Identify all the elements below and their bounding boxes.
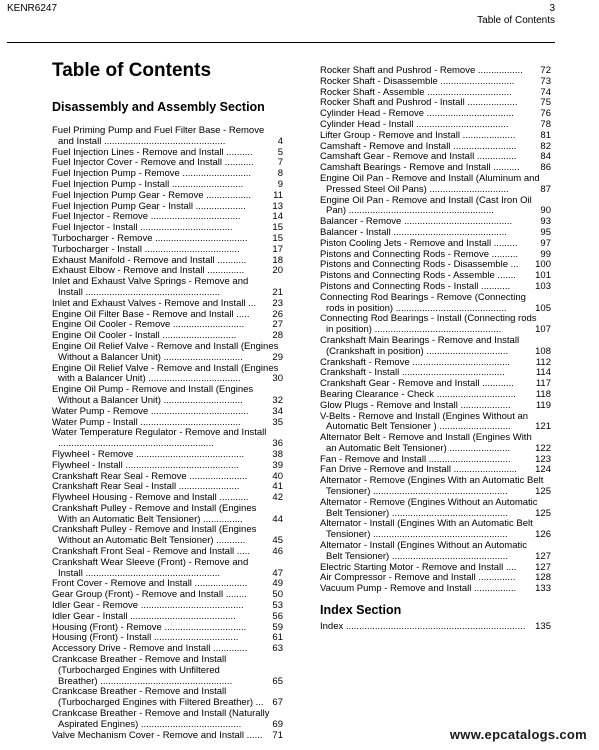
- toc-entry-page: 23: [272, 297, 283, 309]
- toc-entry-title: Pistons and Connecting Rods - Install ...........: [320, 280, 511, 292]
- toc-entry-title: Rocker Shaft and Pushrod - Install ...................: [320, 97, 518, 109]
- toc-entry[interactable]: [320, 131, 551, 142]
- toc-entry-title: Fuel Injector Cover - Remove and Install ...........: [52, 157, 254, 169]
- toc-entry-page: 108: [535, 345, 551, 357]
- toc-entry-continuation: Belt Tensioner) ............................................: [326, 507, 508, 519]
- toc-entry-page: 26: [272, 308, 283, 320]
- toc-entry-page: 87: [540, 183, 551, 195]
- toc-entry-page: 126: [535, 529, 551, 541]
- toc-entry-continuation: Aspirated Engines) ......................................: [58, 718, 242, 730]
- toc-entry-page: 135: [535, 620, 551, 632]
- toc-entry-page: 97: [540, 237, 551, 249]
- toc-entry-continuation: Without a Balancer Unit) ..............................: [58, 351, 243, 363]
- toc-entry-page: 107: [535, 324, 551, 336]
- page-number: 3: [549, 3, 555, 14]
- toc-entry-page: 45: [272, 535, 283, 547]
- toc-entry-page: 17: [272, 243, 283, 255]
- toc-entry-page: 15: [272, 222, 283, 234]
- toc-entry-continuation: Install ...................................................: [58, 286, 221, 298]
- toc-entry-title: Index ....................................................................: [320, 620, 526, 632]
- toc-entry-title: Engine Oil Relief Valve - Remove and Install (Engines: [52, 340, 279, 352]
- toc-entry-title: Piston Cooling Jets - Remove and Install .........: [320, 237, 518, 249]
- toc-entry-page: 65: [272, 675, 283, 687]
- toc-entry-page: 118: [535, 388, 551, 400]
- toc-entry-title: Housing (Front) - Install ................................: [52, 632, 239, 644]
- toc-entry-page: 84: [540, 151, 551, 163]
- toc-entry-title: Housing (Front) - Remove ...............................: [52, 621, 247, 633]
- toc-entry-page: 75: [540, 97, 551, 109]
- toc-entry[interactable]: [320, 293, 551, 315]
- toc-entry[interactable]: [320, 336, 551, 358]
- toc-entry-page: 93: [540, 216, 551, 228]
- toc-entry-page: 34: [272, 405, 283, 417]
- toc-entry[interactable]: [320, 622, 551, 633]
- toc-entry-page: 105: [535, 302, 551, 314]
- toc-entry-page: 99: [540, 248, 551, 260]
- toc-entry-title: Balancer - Remove .........................................: [320, 216, 513, 228]
- toc-entry-page: 127: [535, 561, 551, 573]
- toc-entry-page: 69: [272, 718, 283, 730]
- toc-entry-page: 122: [535, 442, 551, 454]
- running-title: Table of Contents: [477, 15, 555, 26]
- toc-list-index: [320, 622, 551, 633]
- toc-entry-page: 39: [272, 459, 283, 471]
- toc-entry-title: Crankcase Breather - Remove and Install (Naturally: [52, 708, 270, 720]
- toc-entry-continuation: ...........................................................: [58, 438, 214, 450]
- toc-entry-page: 119: [535, 399, 551, 411]
- toc-entry-title: Camshaft Gear - Remove and Install ...............: [320, 151, 517, 163]
- toc-entry-page: 49: [272, 578, 283, 590]
- toc-entry-title: Crankshaft Pulley - Remove and Install (Engines: [52, 502, 257, 514]
- toc-entry-page: 42: [272, 492, 283, 504]
- toc-entry-title: Pistons and Connecting Rods - Remove ..........: [320, 248, 519, 260]
- toc-entry-title: Camshaft Bearings - Remove and Install ..........: [320, 162, 520, 174]
- toc-entry[interactable]: [320, 401, 551, 412]
- toc-entry[interactable]: [52, 407, 283, 418]
- toc-entry-page: 72: [540, 65, 551, 76]
- toc-entry-page: 73: [540, 75, 551, 87]
- toc-entry-page: 124: [535, 464, 551, 476]
- toc-entry[interactable]: [52, 504, 283, 526]
- toc-entry-title: Alternator - Install (Engines With an Automatic Belt: [320, 518, 533, 530]
- toc-entry-page: 36: [272, 438, 283, 450]
- toc-entry-continuation: and Install ..............................................: [58, 135, 226, 147]
- toc-entry-title: Accessory Drive - Remove and Install .............: [52, 643, 248, 655]
- toc-entry-page: 82: [540, 140, 551, 152]
- toc-entry-page: 63: [272, 643, 283, 655]
- toc-entry-title: Crankshaft Front Seal - Remove and Install .....: [52, 546, 251, 558]
- toc-entry-title: Idler Gear - Install ........................................: [52, 610, 236, 622]
- toc-entry-title: Crankshaft Pulley - Remove and Install (Engines: [52, 524, 257, 536]
- toc-entry-title: Electric Starting Motor - Remove and Install ....: [320, 561, 517, 573]
- toc-entry-title: Alternator - Install (Engines Without an Automatic: [320, 540, 527, 552]
- toc-entry-page: 9: [277, 178, 283, 190]
- toc-entry[interactable]: [320, 174, 551, 196]
- toc-entry-title: Glow Plugs - Remove and Install ...................: [320, 399, 511, 411]
- toc-entry-page: 121: [535, 421, 551, 433]
- toc-entry-page: 81: [540, 129, 551, 141]
- toc-entry-page: 123: [535, 453, 551, 465]
- toc-entry-continuation: an Automatic Belt Tensioner) .......................: [326, 442, 511, 454]
- toc-entry-continuation: Automatic Belt Tensioner ) ...........................: [326, 421, 511, 433]
- toc-entry-title: Crankshaft Rear Seal - Remove ......................: [52, 470, 248, 482]
- section-heading-disassembly: Disassembly and Assembly Section: [52, 100, 265, 114]
- toc-entry-page: 127: [535, 550, 551, 562]
- toc-entry-page: 11: [273, 189, 283, 201]
- toc-entry-page: 47: [272, 567, 283, 579]
- toc-entry-continuation: (Turbocharged Engines with Filtered Breather) ...: [58, 697, 264, 709]
- toc-entry-page: 20: [272, 265, 283, 277]
- toc-entry-page: 40: [272, 470, 283, 482]
- toc-entry-page: 67: [272, 697, 283, 709]
- toc-entry-page: 7: [277, 157, 283, 169]
- toc-entry-page: 95: [540, 226, 551, 238]
- toc-entry[interactable]: [52, 428, 283, 450]
- toc-entry-title: Engine Oil Pan - Remove and Install (Aluminum and: [320, 172, 540, 184]
- toc-entry[interactable]: [320, 412, 551, 434]
- toc-entry-title: Front Cover - Remove and Install ....................: [52, 578, 248, 590]
- toc-entry-title: Fuel Injection Lines - Remove and Install ..........: [52, 146, 253, 158]
- toc-entry-page: 133: [535, 583, 551, 595]
- section-heading-index: Index Section: [320, 603, 402, 618]
- toc-entry-title: Flywheel Housing - Remove and Install ...........: [52, 492, 249, 504]
- toc-entry-continuation: Belt Tensioner) ............................................: [326, 550, 508, 562]
- toc-entry-title: Fuel Injection Pump - Remove ..........................: [52, 168, 252, 180]
- toc-entry-title: Gear Group (Front) - Remove and Install ........: [52, 589, 247, 601]
- toc-entry[interactable]: [320, 519, 551, 541]
- toc-entry[interactable]: [52, 558, 283, 580]
- toc-entry-title: Alternator Belt - Remove and Install (Engines With: [320, 432, 532, 444]
- toc-entry[interactable]: [320, 314, 551, 336]
- toc-entry-page: 18: [272, 254, 283, 266]
- toc-entry-page: 15: [272, 232, 283, 244]
- toc-entry-title: Engine Oil Cooler - Install ............................: [52, 330, 237, 342]
- toc-entry-title: Engine Oil Pump - Remove and Install (Engines: [52, 384, 254, 396]
- toc-entry-page: 59: [272, 621, 283, 633]
- toc-entry-title: Fuel Injector - Install ...................................: [52, 222, 233, 234]
- toc-entry-title: Pistons and Connecting Rods - Assemble .......: [320, 270, 516, 282]
- toc-entry-title: Balancer - Install ...........................................: [320, 226, 507, 238]
- toc-entry-page: 30: [272, 373, 283, 385]
- toc-entry-page: 56: [272, 610, 283, 622]
- toc-entry-page: 28: [272, 330, 283, 342]
- toc-entry-title: Crankshaft Gear - Remove and Install ............: [320, 378, 514, 390]
- toc-entry-page: 128: [535, 572, 551, 584]
- toc-entry[interactable]: [320, 541, 551, 563]
- toc-entry[interactable]: [320, 584, 551, 595]
- toc-list-right: [320, 66, 551, 595]
- toc-entry-title: Engine Oil Pan - Remove and Install (Cast Iron Oil: [320, 194, 532, 206]
- toc-entry-title: Crankshaft - Remove .....................................: [320, 356, 511, 368]
- toc-entry-title: Cylinder Head - Remove .................................: [320, 108, 514, 120]
- toc-entry-page: 101: [535, 270, 551, 282]
- toc-entry-page: 125: [535, 507, 551, 519]
- toc-entry-title: Fan - Remove and Install ...............................: [320, 453, 511, 465]
- toc-entry-page: 21: [272, 286, 283, 298]
- toc-entry-page: 41: [272, 481, 283, 493]
- page-title: Table of Contents: [52, 60, 212, 81]
- toc-entry-continuation: Pan) .......................................................: [326, 205, 494, 217]
- toc-entry-title: Crankshaft Main Bearings - Remove and Install: [320, 334, 520, 346]
- toc-entry-title: Exhaust Manifold - Remove and Install ...........: [52, 254, 247, 266]
- toc-entry-title: Valve Mechanism Cover - Remove and Install ......: [52, 729, 263, 741]
- toc-entry-title: Crankcase Breather - Remove and Install: [52, 654, 227, 666]
- toc-entry-title: Fuel Injection Pump Gear - Install ...................: [52, 200, 246, 212]
- toc-entry[interactable]: [320, 239, 551, 250]
- toc-entry-title: Rocker Shaft - Assemble ................................: [320, 86, 512, 98]
- toc-entry-title: Fan Drive - Remove and Install ........................: [320, 464, 517, 476]
- toc-entry-title: Air Compressor - Remove and Install ..............: [320, 572, 516, 584]
- toc-entry-title: Engine Oil Filter Base - Remove and Install .....: [52, 308, 250, 320]
- toc-entry[interactable]: [52, 191, 283, 202]
- toc-entry-continuation: in position) ................................................: [326, 324, 502, 336]
- toc-entry[interactable]: [320, 433, 551, 455]
- toc-entry-title: Turbocharger - Install ....................................: [52, 243, 240, 255]
- toc-entry-page: 29: [272, 351, 283, 363]
- toc-entry-page: 114: [535, 367, 551, 379]
- toc-entry-page: 4: [277, 135, 283, 147]
- toc-entry[interactable]: [320, 196, 551, 218]
- toc-entry-page: 35: [272, 416, 283, 428]
- toc-entry-page: 5: [277, 146, 283, 158]
- toc-entry-page: 76: [540, 108, 551, 120]
- toc-entry-title: Fuel Injection Pump - Install ...........................: [52, 178, 244, 190]
- toc-entry-title: Crankshaft Wear Sleeve (Front) - Remove and: [52, 556, 249, 568]
- toc-entry[interactable]: [52, 525, 283, 547]
- toc-entry-title: Camshaft - Remove and Install ........................: [320, 140, 517, 152]
- toc-entry-title: Crankshaft - Install .......................................: [320, 367, 505, 379]
- toc-entry-page: 100: [535, 259, 551, 271]
- toc-entry-page: 125: [535, 486, 551, 498]
- toc-entry-continuation: with a Balancer Unit) ...................................: [58, 373, 241, 385]
- toc-entry-title: Inlet and Exhaust Valves - Remove and Install ...: [52, 297, 257, 309]
- toc-entry-title: Vacuum Pump - Remove and Install ................: [320, 583, 517, 595]
- toc-entry-title: Crankshaft Rear Seal - Install .......................: [52, 481, 240, 493]
- toc-entry[interactable]: [320, 77, 551, 88]
- page-header: [477, 3, 555, 27]
- toc-entry[interactable]: [52, 126, 283, 148]
- toc-entry-continuation: Install ...................................................: [58, 567, 221, 579]
- toc-entry-page: 44: [272, 513, 283, 525]
- toc-entry-title: Flywheel - Install ...........................................: [52, 459, 239, 471]
- toc-column-right: [320, 66, 551, 633]
- toc-entry-title: Alternator - Remove (Engines With an Automatic Belt: [320, 475, 544, 487]
- toc-entry-title: Crankcase Breather - Remove and Install: [52, 686, 227, 698]
- toc-entry[interactable]: [52, 385, 283, 407]
- toc-entry[interactable]: [320, 498, 551, 520]
- toc-entry-title: Lifter Group - Remove and Install ....................: [320, 129, 516, 141]
- toc-entry-page: 74: [540, 86, 551, 98]
- toc-entry-page: 38: [272, 448, 283, 460]
- toc-entry-page: 8: [277, 168, 283, 180]
- toc-entry-title: Water Pump - Install ......................................: [52, 416, 241, 428]
- toc-entry-title: Pistons and Connecting Rods - Disassemble ...: [320, 259, 519, 271]
- toc-entry-title: Bearing Clearance - Check ..............................: [320, 388, 516, 400]
- toc-entry-title: Inlet and Exhaust Valve Springs - Remove and: [52, 276, 249, 288]
- toc-entry-page: 90: [540, 205, 551, 217]
- toc-entry-page: 117: [535, 378, 551, 390]
- toc-entry-title: Cylinder Head - Install ...................................: [320, 118, 509, 130]
- toc-entry[interactable]: [52, 655, 283, 687]
- document-id: KENR6247: [7, 3, 58, 14]
- toc-entry-title: V-Belts - Remove and Install (Engines Without an: [320, 410, 529, 422]
- toc-entry-title: Fuel Priming Pump and Fuel Filter Base - Remove: [52, 125, 265, 136]
- toc-entry-page: 78: [540, 118, 551, 130]
- toc-entry-title: Engine Oil Relief Valve - Remove and Install (Engines: [52, 362, 279, 374]
- toc-entry-page: 27: [272, 319, 283, 331]
- toc-entry-page: 13: [272, 200, 283, 212]
- toc-entry[interactable]: [52, 277, 283, 299]
- toc-entry-continuation: (Crankshaft in position) ...............................: [326, 345, 509, 357]
- toc-entry-title: Idler Gear - Remove .......................................: [52, 600, 244, 612]
- toc-entry[interactable]: [52, 299, 283, 310]
- toc-entry-title: Alternator - Remove (Engines Without an Automatic: [320, 496, 538, 508]
- toc-column-left: [52, 126, 283, 741]
- toc-entry-continuation: Without a Balancer Unit) ..............................: [58, 394, 243, 406]
- toc-entry[interactable]: [52, 342, 283, 364]
- toc-entry-continuation: Without an Automatic Belt Tensioner) ...........: [58, 535, 246, 547]
- toc-entry-title: Water Temperature Regulator - Remove and Install: [52, 427, 267, 439]
- toc-entry-page: 32: [272, 394, 283, 406]
- toc-entry-title: Connecting Rod Bearings - Install (Connecting rods: [320, 313, 537, 325]
- toc-entry[interactable]: [52, 245, 283, 256]
- toc-entry-title: Fuel Injector - Remove ..................................: [52, 211, 241, 223]
- toc-entry-page: 86: [540, 162, 551, 174]
- toc-entry-continuation: (Turbocharged Engines with Unfiltered: [58, 664, 220, 676]
- toc-entry-page: 50: [272, 589, 283, 601]
- toc-entry[interactable]: [52, 687, 283, 709]
- footer-watermark: www.epcatalogs.com: [449, 727, 587, 742]
- toc-entry-title: Engine Oil Cooler - Remove ...........................: [52, 319, 245, 331]
- toc-entry-continuation: Pressed Steel Oil Pans) ..............................: [326, 183, 509, 195]
- toc-entry-title: Turbocharger - Remove ...................................: [52, 232, 248, 244]
- toc-entry-page: 61: [272, 632, 283, 644]
- toc-entry[interactable]: [52, 364, 283, 386]
- toc-entry-title: Exhaust Elbow - Remove and Install ..............: [52, 265, 245, 277]
- toc-entry[interactable]: [320, 476, 551, 498]
- toc-entry-continuation: With an Automatic Belt Tensioner) ...............: [58, 513, 243, 525]
- toc-entry-page: 112: [535, 356, 551, 368]
- toc-entry-title: Fuel Injection Pump Gear - Remove .................: [52, 189, 252, 201]
- toc-entry-title: Connecting Rod Bearings - Remove (Connecting: [320, 291, 526, 303]
- toc-entry-continuation: Breather) ..................................................: [58, 675, 233, 687]
- toc-entry-title: Water Pump - Remove .....................................: [52, 405, 249, 417]
- toc-entry-page: 46: [272, 546, 283, 558]
- toc-entry-title: Flywheel - Remove .........................................: [52, 448, 245, 460]
- toc-entry-continuation: Tensioner) ...................................................: [326, 529, 508, 541]
- toc-entry-page: 53: [272, 600, 283, 612]
- toc-entry-title: Rocker Shaft - Disassemble ............................: [320, 75, 515, 87]
- toc-entry[interactable]: [52, 709, 283, 731]
- header-rule: [7, 42, 555, 43]
- toc-entry-page: 14: [272, 211, 283, 223]
- toc-entry-title: Rocker Shaft and Pushrod - Remove .................: [320, 65, 523, 76]
- toc-entry-page: 71: [272, 729, 283, 741]
- toc-entry-continuation: rods in position) ..........................................: [326, 302, 507, 314]
- toc-entry[interactable]: [52, 731, 283, 742]
- toc-entry-continuation: Tensioner) ...................................................: [326, 486, 508, 498]
- toc-entry[interactable]: [52, 461, 283, 472]
- toc-entry-page: 103: [535, 280, 551, 292]
